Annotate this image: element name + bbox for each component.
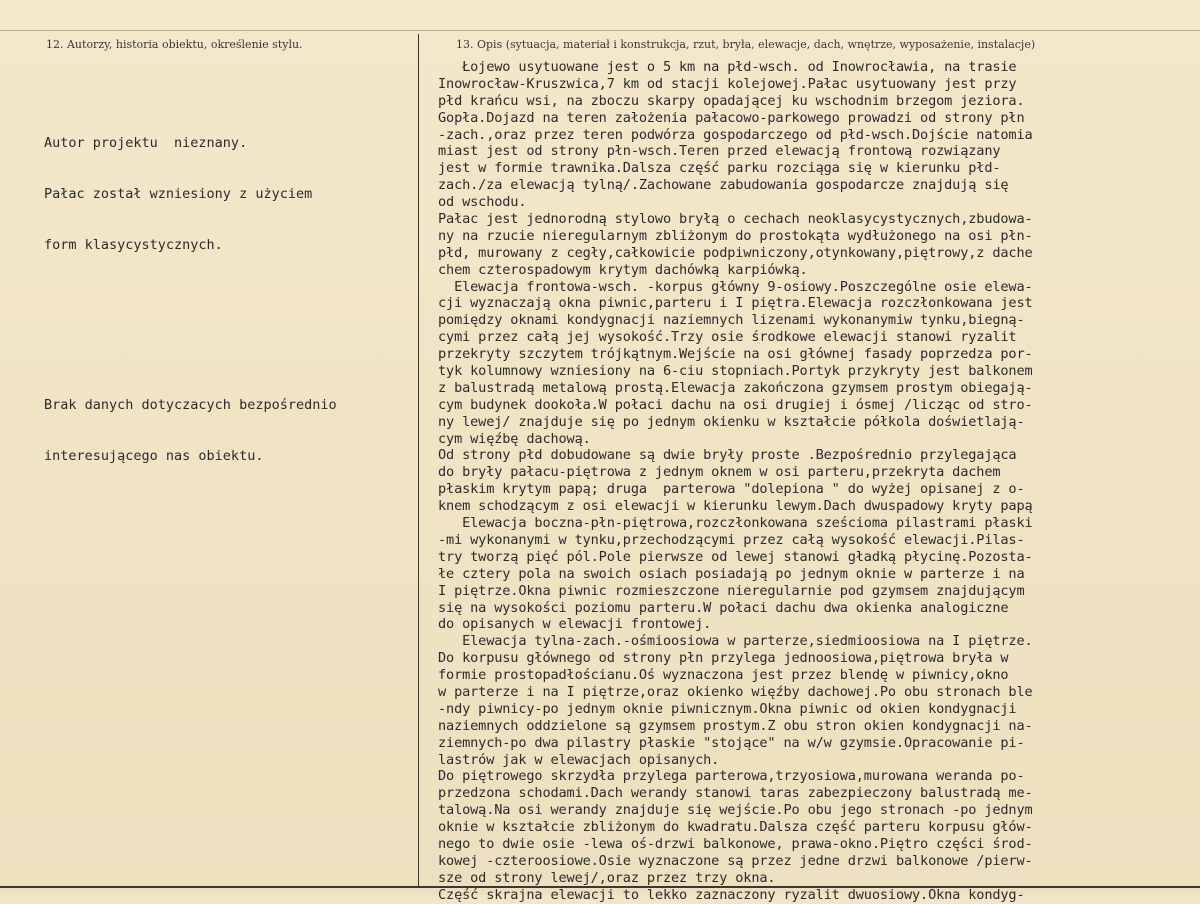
text-line: cymi przez całą jej wysokość.Trzy osie środkowe elewacji stanowi ryzalit — [438, 329, 1017, 346]
text-line: Pałac jest jednorodną stylowo bryłą o cechach neoklasycystycznych,zbudowa- — [438, 211, 1033, 228]
text-line: się na wysokości poziomu parteru.W połaci dachu dwa okienka analogiczne — [438, 599, 1009, 616]
text-line: przedzona schodami.Dach werandy stanowi taras zabezpieczony balustradą me- — [438, 785, 1033, 802]
text-line: zach./za elewacją tylną/.Zachowane zabudowania gospodarcze znajdują się — [438, 177, 1009, 194]
text-line: knem schodzącym z osi elewacji w kierunku lewym.Dach dwuspadowy kryty papą — [438, 498, 1033, 515]
text-line: interesującego nas obiektu. — [44, 448, 264, 464]
text-line: łe cztery pola na swoich osiach posiadają po jednym oknie w parterze i na — [438, 565, 1025, 582]
text-line: chem czterospadowym krytym dachówką karpiówką. — [438, 261, 808, 278]
text-line: formie prostopadłościanu.Oś wyznaczona jest przez blendę w piwnicy,okno — [438, 667, 1009, 684]
text-line: jest w formie trawnika.Dalsza część parku rozciąga się w kierunku płd- — [438, 160, 1001, 177]
section-12-text — [44, 67, 414, 533]
paragraph — [44, 363, 414, 499]
text-line: tyk kolumnowy wzniesiony na 6-ciu stopniach.Portyk przykryty jest balkonem — [438, 363, 1033, 380]
text-line: Inowrocław-Kruszwica,7 km od stacji kolejowej.Pałac usytuowany jest przy — [438, 75, 1017, 92]
column-divider — [418, 34, 419, 886]
text-line: Elewacja tylna-zach.-ośmioosiowa w parterze,siedmioosiowa na I piętrze. — [438, 633, 1033, 650]
text-line: cym więźbę dachową. — [438, 430, 591, 447]
bottom-rule — [0, 886, 1200, 888]
text-line: Do piętrowego skrzydła przylega parterowa,trzyosiowa,murowana weranda po- — [438, 768, 1025, 785]
text-line: naziemnych oddzielone są gzymsem prostym.Z obu stron okien kondygnacji na- — [438, 717, 1033, 734]
text-line: cji wyznaczają okna piwnic,parteru i I piętra.Elewacja rozczłonkowana jest — [438, 295, 1033, 312]
text-line: przekryty szczytem trójkątnym.Wejście na osi głównej fasady poprzedza por- — [438, 346, 1033, 363]
text-line: z balustradą metalową prostą.Elewacja zakończona gzymsem prostym obiegają- — [438, 379, 1033, 396]
top-rule — [0, 30, 1200, 31]
text-line: lastrów jak w elewacjach opisanych. — [438, 751, 720, 768]
text-line: Do korpusu głównego od strony płn przylega jednoosiowa,piętrowa bryła w — [438, 650, 1009, 667]
text-line: talową.Na osi werandy znajduje się wejście.Po obu jego stronach -po jednym — [438, 802, 1033, 819]
text-line: oknie w kształcie zbliżonym do kwadratu.Dalsza część parteru korpusu głów- — [438, 819, 1033, 836]
text-line: Gopła.Dojazd na teren założenia pałacowo-parkowego prowadzi od strony płn — [438, 109, 1025, 126]
text-line: -mi wykonanymi w tynku,przechodzącymi przez całą wysokość elewacji.Pilas- — [438, 531, 1025, 548]
text-line: do opisanych w elewacji frontowej. — [438, 616, 712, 633]
text-line: -ndy piwnicy-po jednym oknie piwnicznym.Okna piwnic od okien kondygnacji — [438, 700, 1017, 717]
text-line: -zach.,oraz przez teren podwórza gospodarczego od płd-wsch.Dojście natomia — [438, 126, 1033, 143]
text-line: płd, murowany z cegły,całkowicie podpiwniczony,otynkowany,piętrowy,z dache — [438, 244, 1033, 261]
text-line: try tworzą pięć pól.Pole pierwsze od lewej stanowi gładką płycinę.Pozosta- — [438, 548, 1033, 565]
text-line: Pałac został wzniesiony z użyciem — [44, 186, 313, 202]
text-line: nego to dwie osie -lewa oś-drzwi balkonowe, prawa-okno.Piętro części środ- — [438, 835, 1033, 852]
text-line: miast jest od strony płn-wsch.Teren przed elewacją frontową rozwiązany — [438, 143, 1001, 160]
section-13-text — [438, 59, 1198, 904]
text-line: ziemnych-po dwa pilastry płaskie "stojące" na w/w gzymsie.Opracowanie pi- — [438, 734, 1025, 751]
section-12-header: 12. Autorzy, historia obiektu, określenie stylu. — [46, 38, 303, 51]
text-line: Brak danych dotyczacych bezpośrednio — [44, 397, 337, 413]
text-line: kowej -czteroosiowe.Osie wyznaczone są przez jedne drzwi balkonowe /pierw- — [438, 852, 1033, 869]
text-line: Łojewo usytuowane jest o 5 km na płd-wsch. od Inowrocławia, na trasie — [438, 59, 1017, 75]
text-line: ny lewej/ znajduje się po jednym okienku w kształcie półkola doświetlają- — [438, 413, 1025, 430]
paragraph — [44, 101, 414, 288]
text-line: pomiędzy oknami kondygnacji naziemnych lizenami wykonanymiw tynku,biegną- — [438, 312, 1025, 329]
text-line: Od strony płd dobudowane są dwie bryły proste .Bezpośrednio przylegająca — [438, 447, 1017, 464]
text-line: od wschodu. — [438, 194, 527, 211]
text-line: I piętrze.Okna piwnic rozmieszczone nieregularnie pod gzymsem znajdującym — [438, 582, 1025, 599]
text-line: do bryły pałacu-piętrowa z jednym oknem w osi parteru,przekryta dachem — [438, 464, 1001, 481]
section-13-header: 13. Opis (sytuacja, materiał i konstrukcja, rzut, bryła, elewacje, dach, wnętrze, wyposażenie, instalacje) — [456, 38, 1036, 51]
text-line: cym budynek dookoła.W połaci dachu na osi drugiej i ósmej /licząc od stro- — [438, 396, 1033, 413]
text-line: Elewacja frontowa-wsch. -korpus główny 9-osiowy.Poszczególne osie elewa- — [438, 278, 1033, 295]
text-line: Autor projektu nieznany. — [44, 135, 248, 151]
text-line: Część skrajna elewacji to lekko zaznaczony ryzalit dwuosiowy.Okna kondyg- — [438, 886, 1025, 903]
text-line: ny na rzucie nieregularnym zbliżonym do prostokąta wydłużonego na osi płn- — [438, 227, 1033, 244]
text-line: płd krańcu wsi, na zboczu skarpy opadającej ku wschodnim brzegom jeziora. — [438, 92, 1025, 109]
text-line: płaskim krytym papą; druga parterowa "dolepiona " do wyżej opisanej z o- — [438, 481, 1025, 498]
text-line: form klasycystycznych. — [44, 237, 223, 253]
text-line: sze od strony lewej/,oraz przez trzy okna. — [438, 869, 776, 886]
text-line: w parterze i na I piętrze,oraz okienko więźby dachowej.Po obu stronach ble — [438, 683, 1033, 700]
text-line: Elewacja boczna-płn-piętrowa,rozczłonkowana sześcioma pilastrami płaski — [438, 515, 1033, 532]
